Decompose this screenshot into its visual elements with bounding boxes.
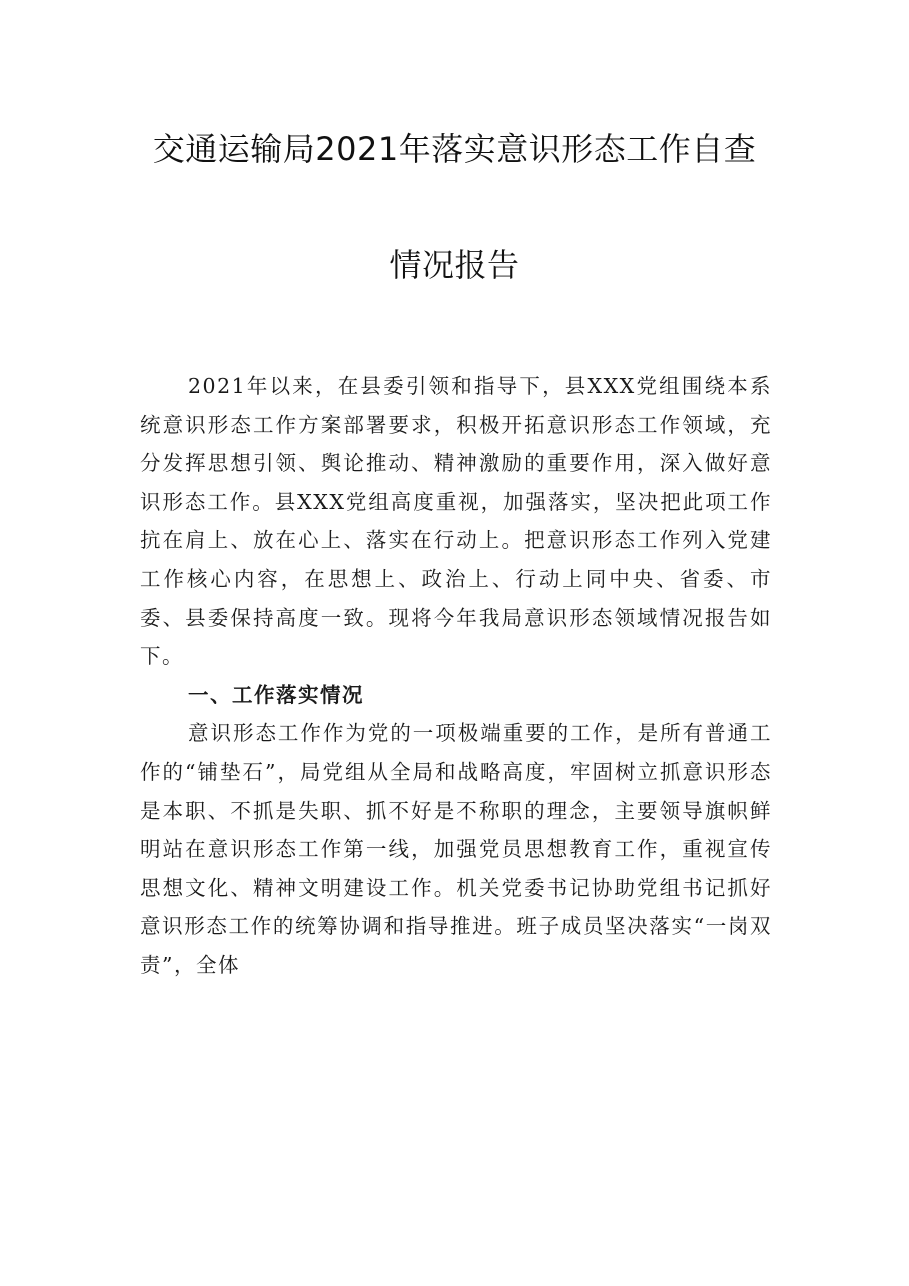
document-body — [140, 367, 772, 985]
intro-paragraph: 2021年以来，在县委引领和指导下，县XXX党组围绕本系统意识形态工作方案部署要求，积极开拓意识形态工作领域，充分发挥思想引领、舆论推动、精神激励的重要作用，深入做好意识形态工作。县XXX党组高度重视，加强落实，坚决把此项工作抗在肩上、放在心上、落实在行动上。把意识形态工作列入党建工作核心内容，在思想上、政治上、行动上同中央、省委、市委、县委保持高度一致。现将今年我局意识形态领域情况报告如下。 — [140, 374, 772, 669]
document-title-line-1: 交通运输局2021年落实意识形态工作自查 — [152, 130, 757, 168]
document-title-line-2: 情况报告 — [389, 246, 520, 284]
section-heading: 一、工作落实情况 — [188, 682, 364, 707]
section-paragraph: 意识形态工作作为党的一项极端重要的工作，是所有普通工作的“铺垫石”，局党组从全局和战略高度，牢固树立抓意识形态是本职、不抓是失职、抓不好是不称职的理念，主要领导旗帜鲜明站在意识形态工作第一线，加强党员思想教育工作，重视宣传思想文化、精神文明建设工作。机关党委书记协助党组书记抓好意识形态工作的统筹协调和指导推进。班子成员坚决落实“一岗双责”，全体 — [140, 721, 772, 977]
